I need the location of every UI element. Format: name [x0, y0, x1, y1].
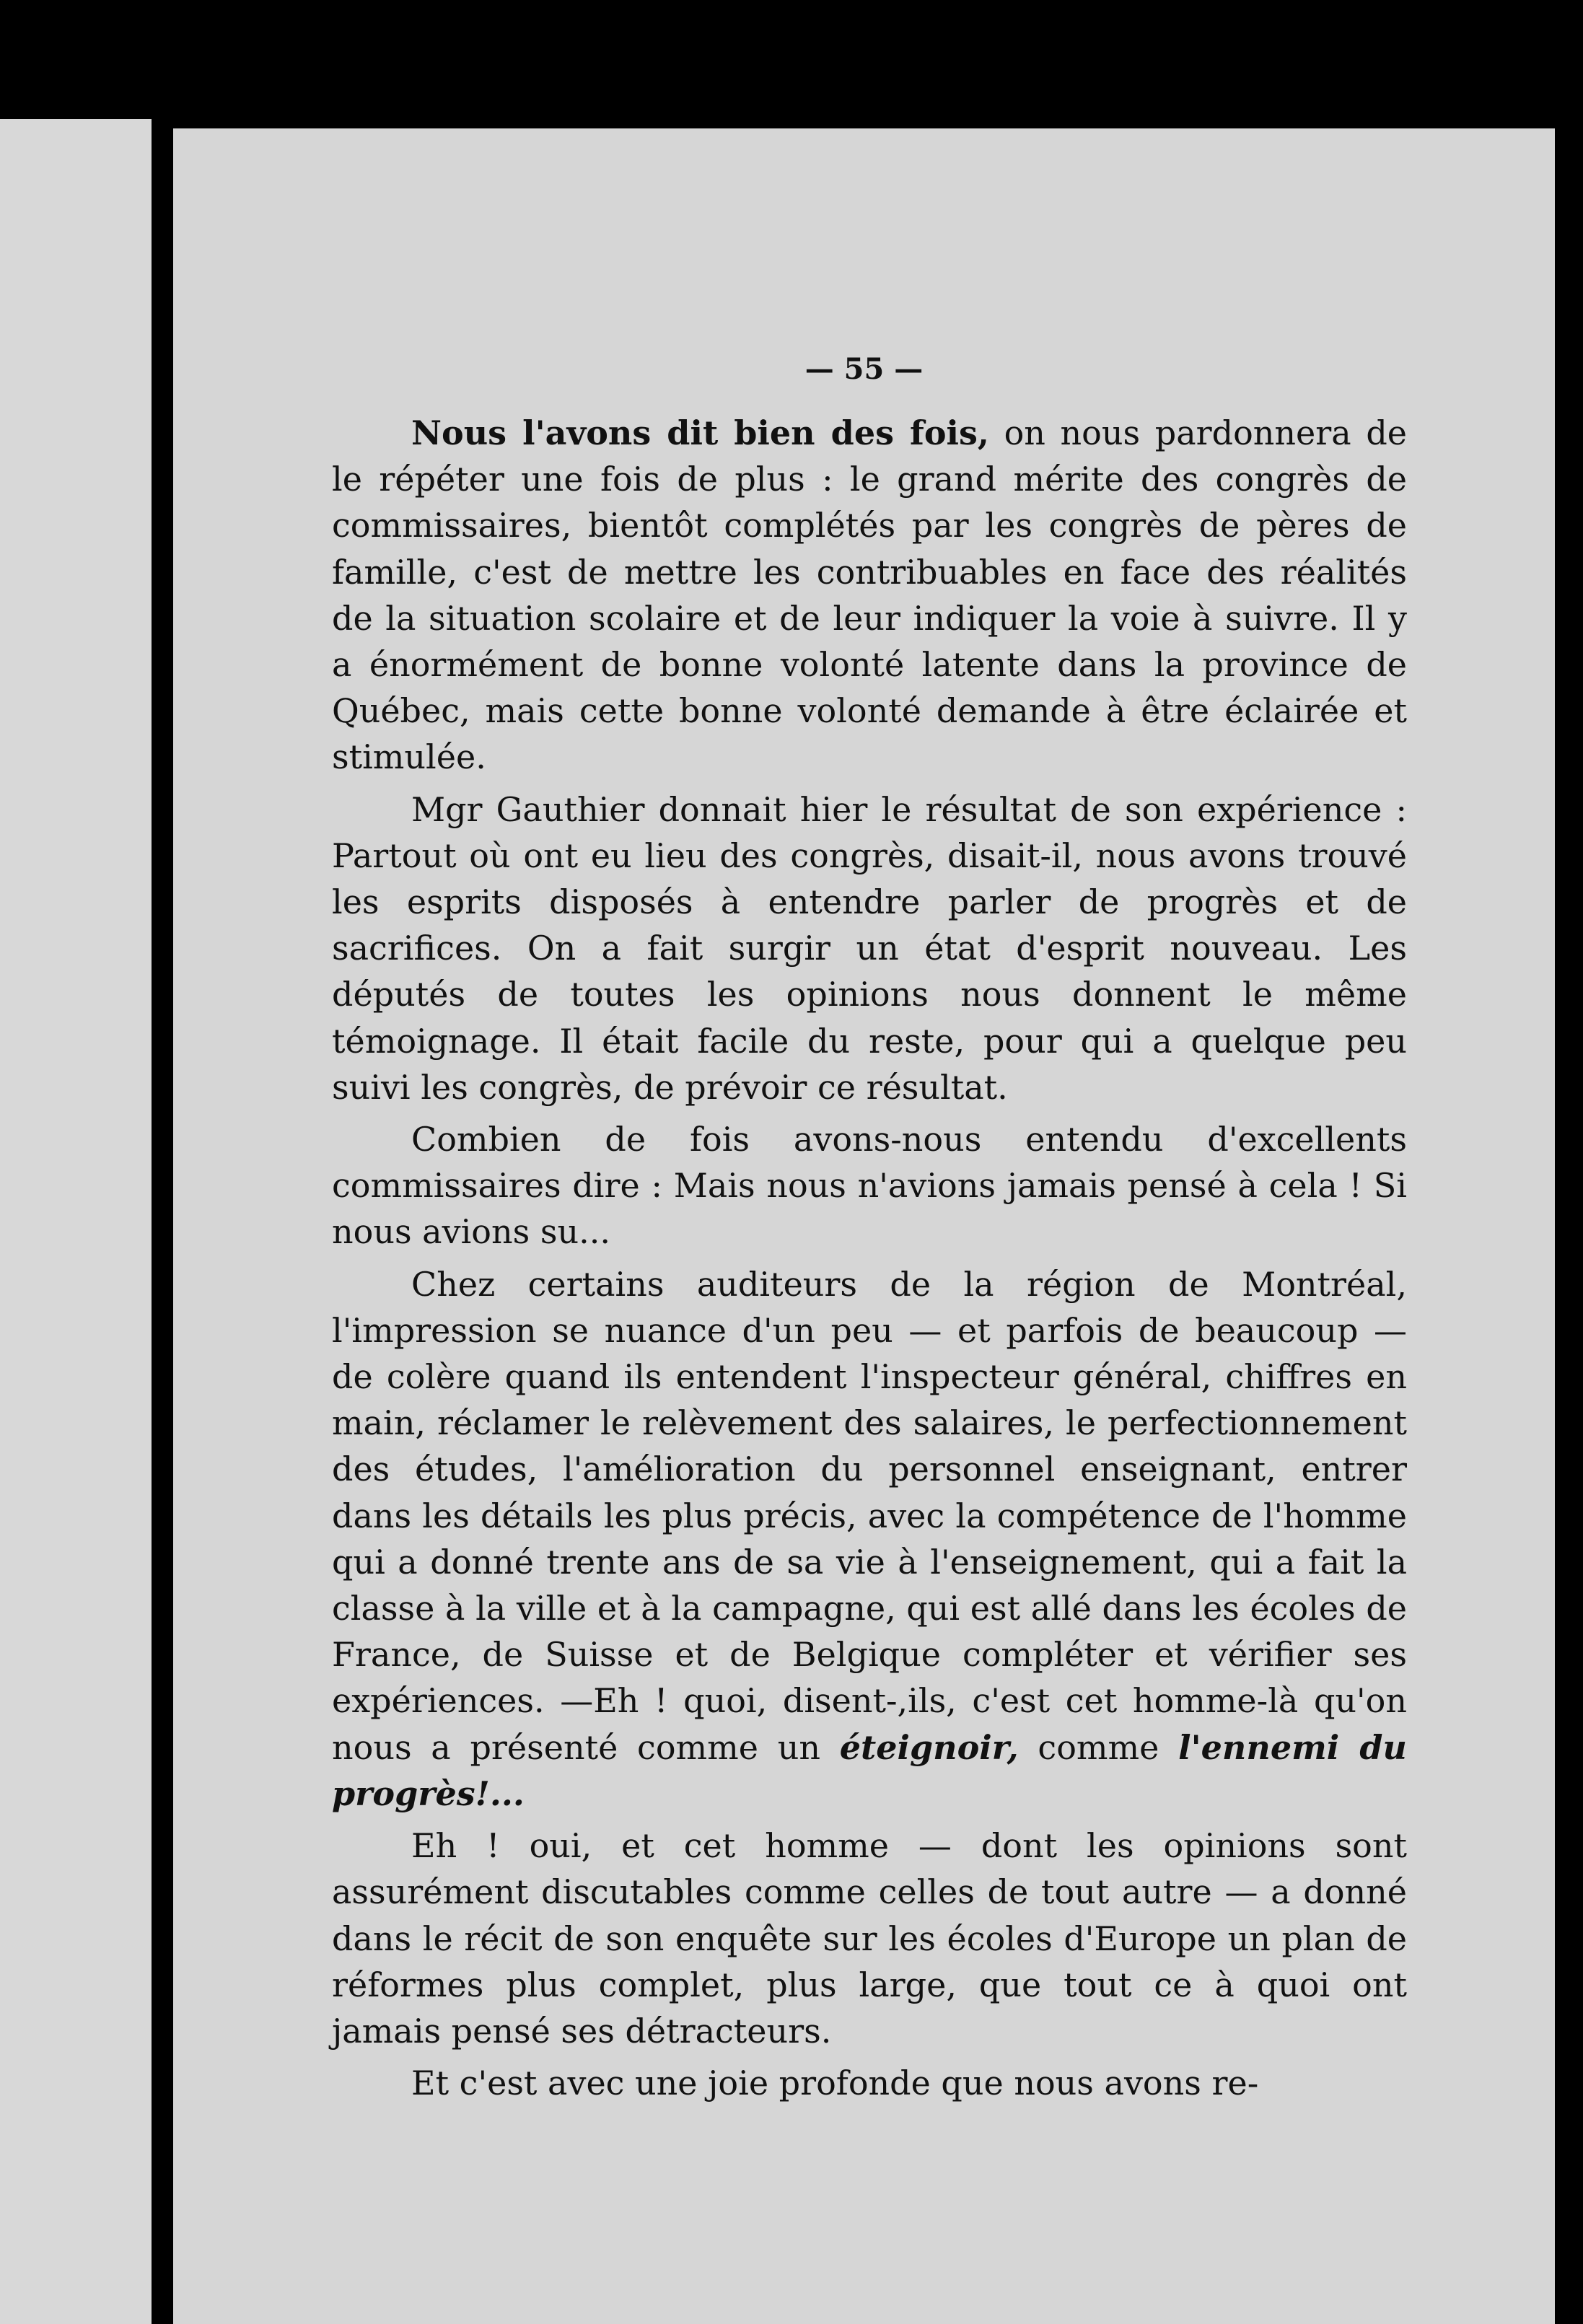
- paragraph-1-text: on nous pardonnera de le répéter une fois de plus : le grand mérite des congrès de commissaires, bientôt complétés par les congrès de pères de famille, c'est de mettre les contribuables en face des réalités de la situation scolaire et de leur indiquer la voie à suivre. Il y a énormément de bonne volonté latente dans la province de Québec, mais cette bonne volonté demande à être éclairée et stimulée.: [332, 413, 1407, 777]
- paragraph-2: Mgr Gauthier donnait hier le résultat de son expérience : Partout où ont eu lieu des congrès, disait-il, nous avons trouvé les esprits disposés à entendre parler de progrès et de sacrifices. On a fait surgir un état d'esprit nouveau. Les députés de toutes les opinions nous donnent le même témoignage. Il était facile du reste, pour qui a quelque peu suivi les congrès, de prévoir ce résultat.: [332, 789, 1407, 1107]
- paragraph-3: Combien de fois avons-nous entendu d'excellents commissaires dire : Mais nous n'avions jamais pensé à cela ! Si nous avions su...: [332, 1120, 1407, 1252]
- paragraph-1-lead: Nous l'avons dit bien des fois,: [411, 413, 989, 452]
- paragraph-4-text: Chez certains auditeurs de la région de Montréal, l'impression se nuance d'un peu — et parfois de beaucoup — de colère quand ils entendent l'inspecteur général, chiffres en main, réclamer le relèvement des salaires, le perfectionnement des études, l'amélioration du personnel enseignant, entrer dans les détails les plus précis, avec la compétence de l'homme qui a donné trente ans de sa vie à l'enseignement, qui a fait la classe à la ville et à la campagne, qui est allé dans les écoles de France, de Suisse et de Belgique compléter et vérifier ses expériences. —Eh ! quoi, disent-,ils, c'est cet homme-là qu'on nous a présenté comme un: [332, 1264, 1407, 1767]
- paragraph-1: [332, 410, 1407, 781]
- paragraph-4-italic-2: l'ennemi du progrès!...: [332, 1727, 1407, 1813]
- paragraph-4: [332, 1261, 1407, 1817]
- paragraph-4-italic-1: éteignoir,: [839, 1727, 1019, 1767]
- body-text: [332, 410, 1407, 2112]
- paragraph-6: Et c'est avec une joie profonde que nous avons re-: [411, 2064, 1259, 2103]
- paragraph-5: Eh ! oui, et cet homme — dont les opinions sont assurément discutables comme celles de tout autre — a donné dans le récit de son enquête sur les écoles d'Europe un plan de réformes plus complet, plus large, que tout ce à quoi ont jamais pensé ses détracteurs.: [332, 1826, 1407, 2051]
- facing-page-edge: [0, 119, 152, 2324]
- book-page: [173, 128, 1555, 2324]
- paragraph-4-mid: comme: [1018, 1727, 1179, 1767]
- page-number: — 55 —: [804, 352, 924, 386]
